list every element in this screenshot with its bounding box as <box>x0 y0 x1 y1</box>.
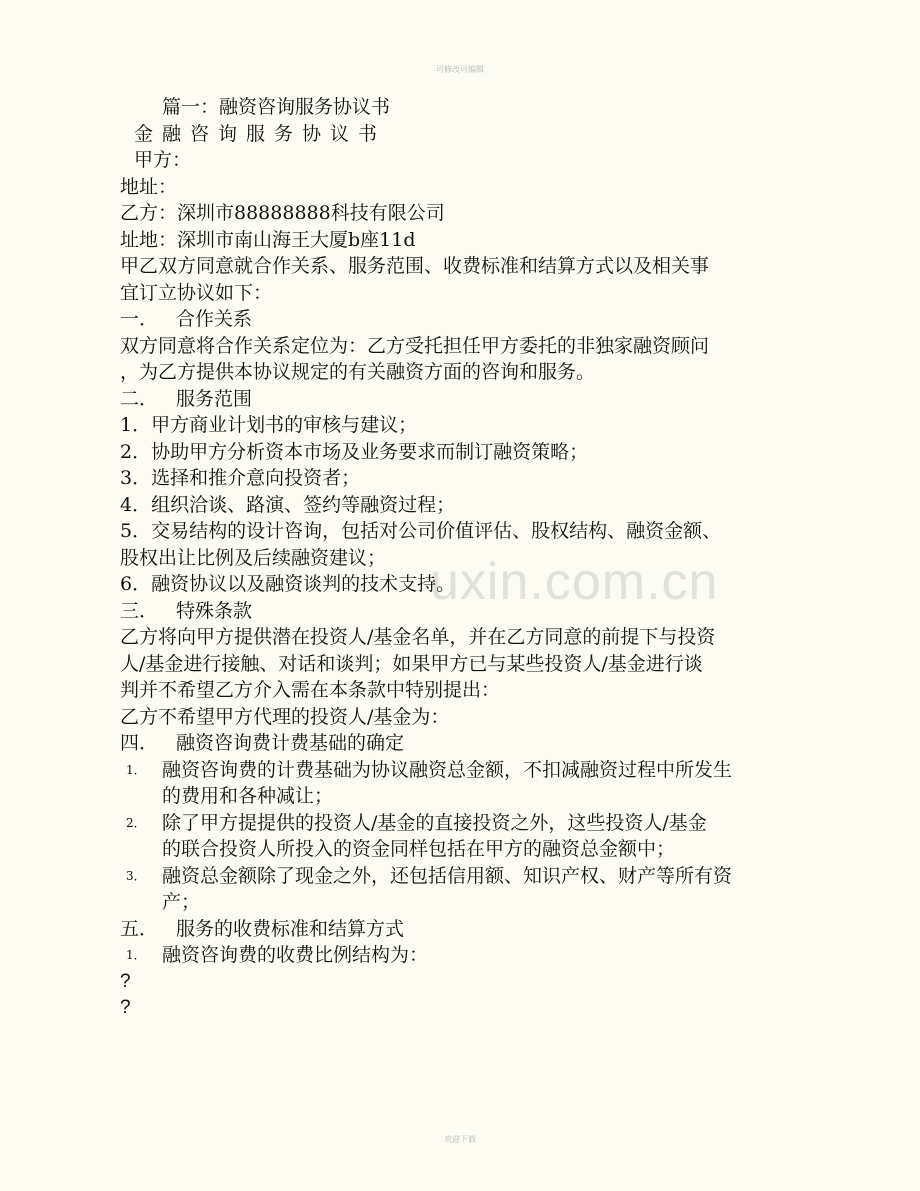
address-a: 地址： <box>120 175 178 198</box>
item-text: 的联合投资人所投入的资金同样包括在甲方的融资总金额中； <box>162 838 676 860</box>
section-number: 二． <box>120 387 159 410</box>
watermark: uxin.com.cn <box>430 553 719 611</box>
list-item: 2．协助甲方分析资本市场及业务要求而制订融资策略； <box>120 440 589 463</box>
section-number: 五． <box>120 917 159 940</box>
section-title: 融资咨询费计费基础的确定 <box>176 732 405 754</box>
section-heading <box>120 598 800 625</box>
paragraph-line: 双方同意将合作关系定位为：乙方受托担任甲方委托的非独家融资顾问 <box>120 334 710 357</box>
section-heading <box>120 306 800 333</box>
section-heading <box>120 386 800 413</box>
section-title: 服务的收费标准和结算方式 <box>176 917 405 940</box>
list-item: 5．交易结构的设计咨询，包括对公司价值评估、股权结构、融资金额、 <box>120 520 722 542</box>
placeholder-mark: ? <box>120 970 131 992</box>
document-body <box>120 94 800 1022</box>
party-b: 乙方：深圳市88888888科技有限公司 <box>120 202 445 224</box>
paragraph-line: 判并不希望乙方介入需在本条款中特别提出： <box>120 679 501 701</box>
intro-line-2: 宜订立协议如下： <box>120 281 273 304</box>
section-heading <box>120 916 800 943</box>
header-note: 可修改可编辑 <box>436 65 484 74</box>
section-title: 合作关系 <box>176 308 253 330</box>
list-item: 1．甲方商业计划书的审核与建议； <box>120 414 418 436</box>
section-heading <box>120 730 800 757</box>
agreement-title: 金融咨询服务协议书 <box>134 122 387 145</box>
list-item <box>120 757 800 810</box>
list-item <box>120 810 800 863</box>
footer-note: 欢迎下载 <box>444 1135 476 1144</box>
item-text: 融资咨询费的收费比例结构为： <box>162 944 429 966</box>
placeholder-mark: ? <box>120 997 131 1018</box>
section-title: 特殊条款 <box>176 599 253 622</box>
item-text: 的费用和各种减让； <box>162 785 334 807</box>
paragraph-line: 乙方不希望甲方代理的投资人/基金为： <box>120 705 450 728</box>
section-number: 四． <box>120 732 159 754</box>
paragraph-line: ，为乙方提供本协议规定的有关融资方面的咨询和服务。 <box>120 361 596 383</box>
intro-line-1: 甲乙双方同意就合作关系、服务范围、收费标准和结算方式以及相关事 <box>120 255 710 277</box>
list-item: 股权出让比例及后续融资建议； <box>120 546 387 569</box>
section-number: 三． <box>120 599 159 622</box>
item-number: 1． <box>126 762 146 777</box>
item-number: 1． <box>126 948 146 962</box>
address-b: 址地：深圳市南山海王大厦b座11d <box>120 228 416 251</box>
list-item: 3．选择和推介意向投资者； <box>120 467 361 489</box>
list-item: 4．组织洽谈、路演、签约等融资过程； <box>120 493 456 516</box>
list-item <box>120 942 800 969</box>
list-item <box>120 863 800 916</box>
section-number: 一． <box>120 308 159 330</box>
section-title: 服务范围 <box>176 387 253 410</box>
document-title: 篇一：融资咨询服务协议书 <box>162 96 391 118</box>
paragraph-line: 乙方将向甲方提供潜在投资人/基金名单，并在乙方同意的前提下与投资 <box>120 626 716 648</box>
item-number: 2． <box>126 815 146 830</box>
item-number: 3． <box>126 868 146 883</box>
item-text: 融资咨询费的计费基础为协议融资总金额，不扣减融资过程中所发生 <box>162 758 733 781</box>
item-text: 产； <box>162 891 201 913</box>
item-text: 除了甲方提提供的投资人/基金的直接投资之外，这些投资人/基金 <box>162 811 707 834</box>
list-item: 6．融资协议以及融资谈判的技术支持。 <box>120 573 456 595</box>
party-a: 甲方： <box>134 149 192 171</box>
paragraph-line: 人/基金进行接触、对话和谈判；如果甲方已与某些投资人/基金进行谈 <box>120 652 703 675</box>
item-text: 融资总金额除了现金之外，还包括信用额、知识产权、财产等所有资 <box>162 864 733 887</box>
